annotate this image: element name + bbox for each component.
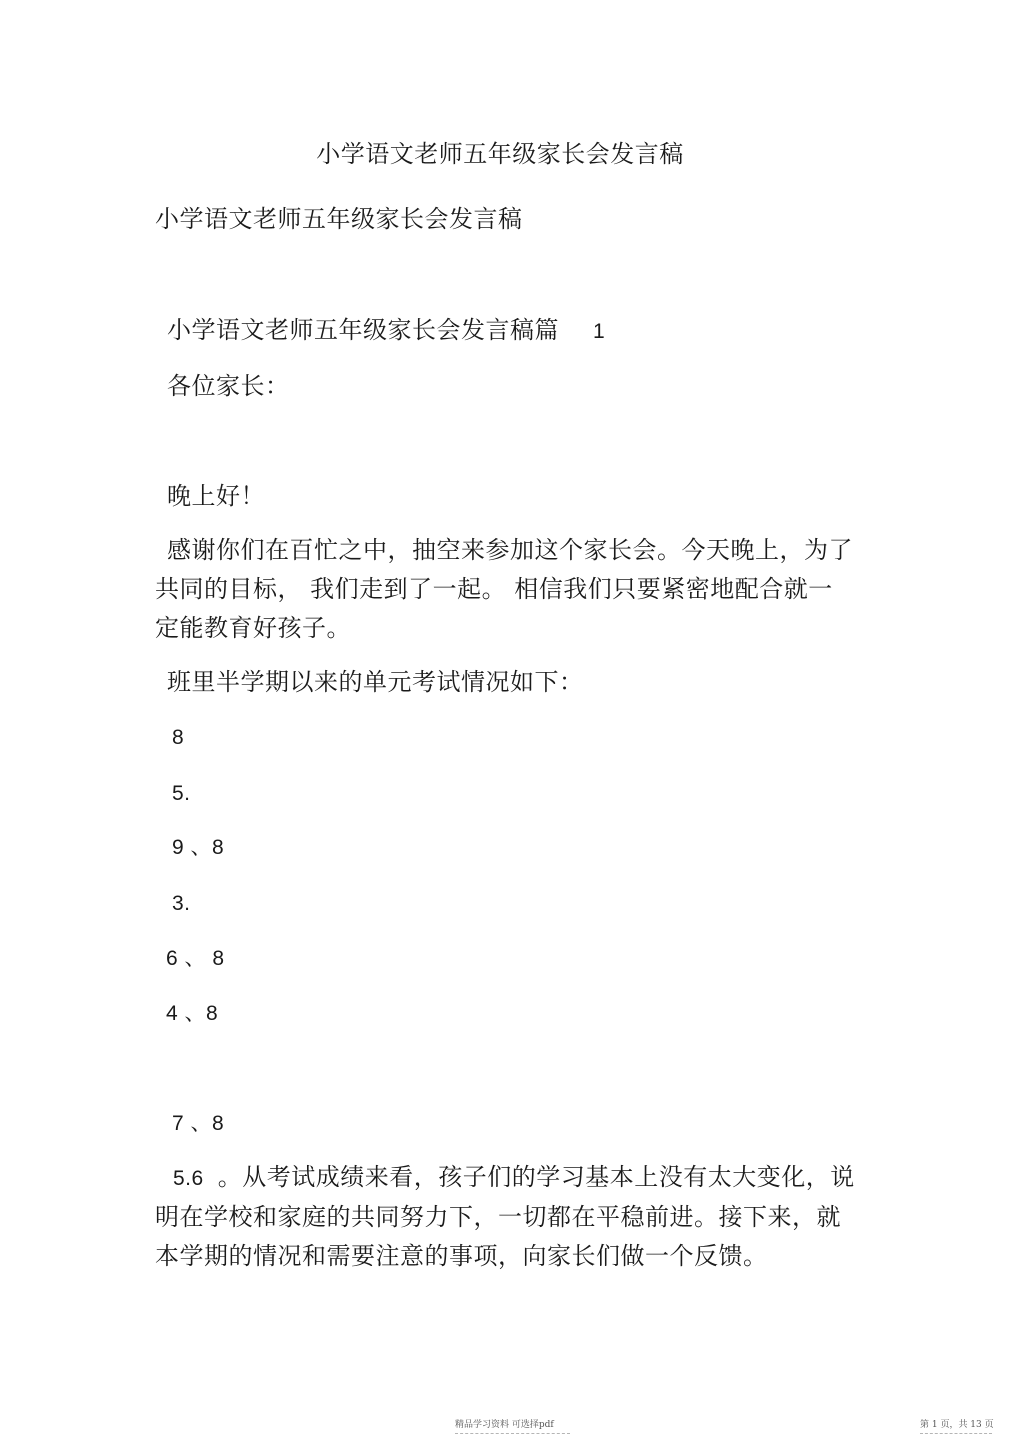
footer-left: 精品学习资料 可选择pdf (455, 1420, 554, 1430)
section-number: 1 (593, 320, 606, 343)
final-number: 5.6 (173, 1167, 204, 1190)
paragraph-final (155, 1158, 855, 1276)
document-title: 小学语文老师五年级家长会发言稿 (316, 140, 684, 168)
score-line-4: 3. (172, 892, 191, 915)
score-line-1: 8 (172, 726, 185, 749)
exam-intro: 班里半学期以来的单元考试情况如下： (167, 668, 584, 696)
footer-page-number: 第 1 页，共 13 页 (920, 1420, 994, 1430)
score-line-3: 9 、8 (172, 836, 225, 859)
greeting: 晚上好！ (167, 482, 265, 510)
score-line-7: 7 、8 (172, 1112, 225, 1135)
footer-right-rule (920, 1433, 992, 1434)
score-line-5: 6 、 8 (166, 947, 225, 970)
paragraph-final-text: 。从考试成绩来看，孩子们的学习基本上没有太大变化，说明在学校和家庭的共同努力下，一切都在平稳前进。接下来，就本学期的情况和需要注意的事项，向家长们做一个反馈。 (155, 1163, 855, 1270)
footer-left-rule (455, 1433, 570, 1434)
section-heading-text: 小学语文老师五年级家长会发言稿篇 (167, 316, 559, 344)
paragraph-thanks: 感谢你们在百忙之中，抽空来参加这个家长会。今天晚上，为了共同的目标， 我们走到了一起。 相信我们只要紧密地配合就一定能教育好孩子。 (155, 536, 853, 642)
score-line-2: 5. (172, 782, 191, 805)
section-heading (167, 316, 605, 346)
score-line-6: 4 、8 (166, 1002, 219, 1025)
document-subtitle: 小学语文老师五年级家长会发言稿 (155, 205, 523, 233)
salutation: 各位家长： (167, 372, 290, 400)
